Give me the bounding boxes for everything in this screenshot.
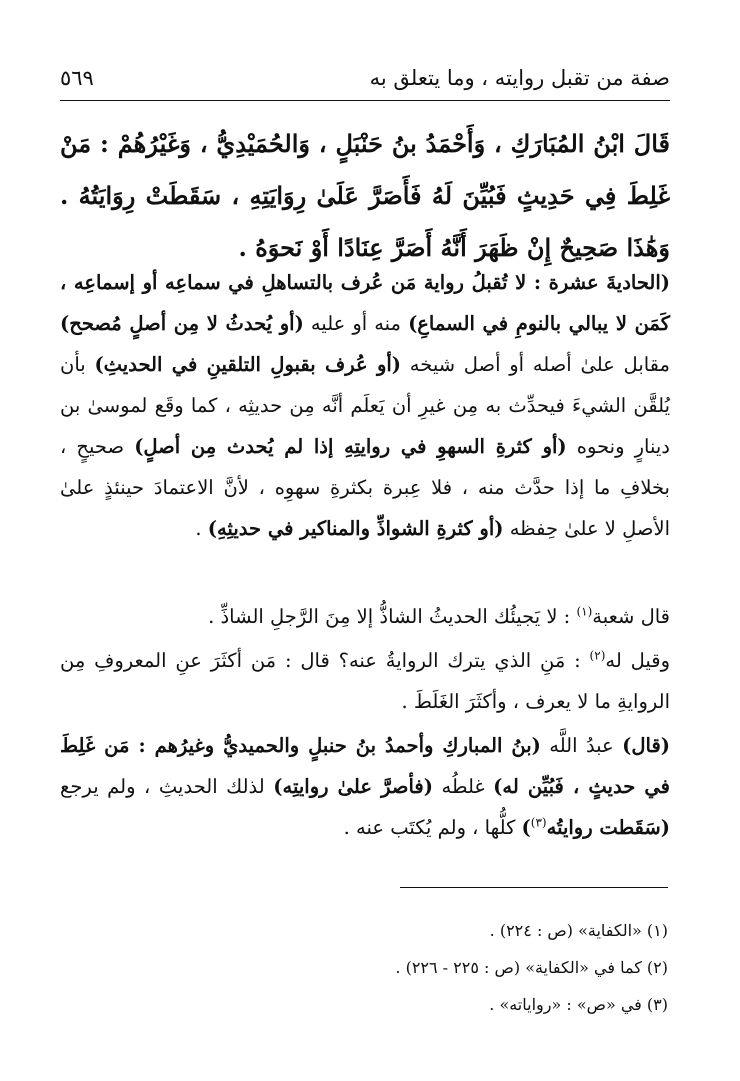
commentary-text: وقيل له [605, 649, 670, 672]
matn-text: (أو كثرةِ السهوِ في روايتِهِ إذا لم يُحدث مِن أصلٍ) [134, 435, 567, 458]
footnote-2: (٢) كما في «الكفاية» (ص : ٢٢٥ - ٢٢٦) . [395, 958, 668, 977]
commentary-paragraph-3 [60, 640, 670, 722]
commentary-paragraph-4 [60, 725, 670, 848]
commentary-text: بأن يُلقَّن الشيءَ فيحدِّث به مِن غيرِ أن يَعلَم أنَّه مِن حديثِه ، كما وقَع لموسىٰ بن دينارٍ ونحوه [60, 353, 670, 458]
running-title: صفة من تقبل روايته ، وما يتعلق به [369, 66, 670, 90]
footnote-separator [400, 887, 668, 888]
page-header [60, 60, 670, 96]
commentary-text: كلُّها ، ولم يُكتَب عنه . [343, 816, 522, 839]
matn-text: ) [521, 816, 531, 839]
matn-text: (أو عُرف بقبولِ التلقينِ في الحديثِ) [94, 353, 402, 376]
matn-text: (أو يُحدثُ لا مِن أصلٍ مُصحح) [60, 312, 304, 335]
footnote-marker: (٢) [589, 648, 606, 663]
commentary-text: غلطُه [432, 775, 494, 798]
quoted-matn: قَالَ ابْنُ المُبَارَكِ ، وَأَحْمَدُ بنُ حَنْبَلٍ ، وَالحُمَيْدِيُّ ، وَغَيْرُهُمْ : مَنْ غَلِطَ فِي حَدِيثٍ فَبُيِّنَ لَهُ فَأَصَرَّ عَلَىٰ رِوَايَتِهِ ، سَقَطَتْ رِوَايَتُهُ . وَهَٰذَا صَحِيحٌ إِنْ ظَهَرَ أَنَّهُ أَصَرَّ عِنَادًا أَوْ نَحوَهُ . [60, 129, 670, 262]
matn-text: (أو كثرةِ الشواذِّ والمناكير في حديثِهِ) [207, 517, 504, 540]
commentary-text: : لا يَجيئُك الحديثُ الشاذُّ إلا مِنَ الرَّجلِ الشاذِّ . [208, 605, 577, 628]
page-number: ٥٦٩ [60, 66, 94, 90]
commentary-paragraph-1 [60, 262, 670, 549]
footnote-marker: (١) [576, 604, 593, 619]
commentary-text: منه أو عليه [303, 312, 409, 335]
commentary-text: لذلك الحديثِ ، ولم يرجع [60, 775, 274, 798]
commentary-text: : مَنِ الذي يترك الروايةُ عنه؟ قال : مَن أكثَرَ عنِ المعروفِ مِن الروايةِ ما لا يعرف ، وأكثَرَ الغَلَطَ . [60, 649, 670, 713]
matn-text: (قال) [622, 734, 670, 757]
commentary-text: عبدُ اللَّه [540, 734, 623, 757]
commentary-text: مقابل علىٰ أصله أو أصل شيخه [401, 353, 670, 376]
commentary-text: . [195, 517, 208, 540]
header-rule [60, 100, 670, 101]
footnote-marker: (٣) [530, 815, 547, 830]
commentary-paragraph-2 [60, 596, 670, 637]
commentary-text: قال شعبة [592, 605, 670, 628]
footnote-1: (١) «الكفاية» (ص : ٢٢٤) . [489, 921, 668, 940]
matn-text: (سَقَطت روايتُه [546, 816, 670, 839]
matn-text: (الحاديةَ عشرة : لا تُقبلُ رواية مَن عُرف بالتساهلِ في سماعِه أو إسماعِه ، كَمَن لا يبالي بالنومِ في السماعِ) [60, 271, 670, 335]
matn-text: (فأصرَّ علىٰ روايتِه) [273, 775, 433, 798]
footnotes [60, 912, 668, 1023]
commentary-text: صحيحٍ ، بخلافِ ما إذا حدَّث منه ، فلا عِبرة بكثرةِ سهوِه ، لأنَّ الاعتمادَ حينئذٍ علىٰ الأصلِ لا علىٰ حِفظه [60, 435, 670, 540]
footnote-3: (٣) في «ص» : «رواياته» . [489, 995, 668, 1014]
matn-text: (بنُ المباركِ وأحمدُ بنُ حنبلٍ والحميديُّ وغيرُهم : مَن غَلِطَ في حديثٍ ، فَبُيِّن له) [60, 734, 670, 798]
